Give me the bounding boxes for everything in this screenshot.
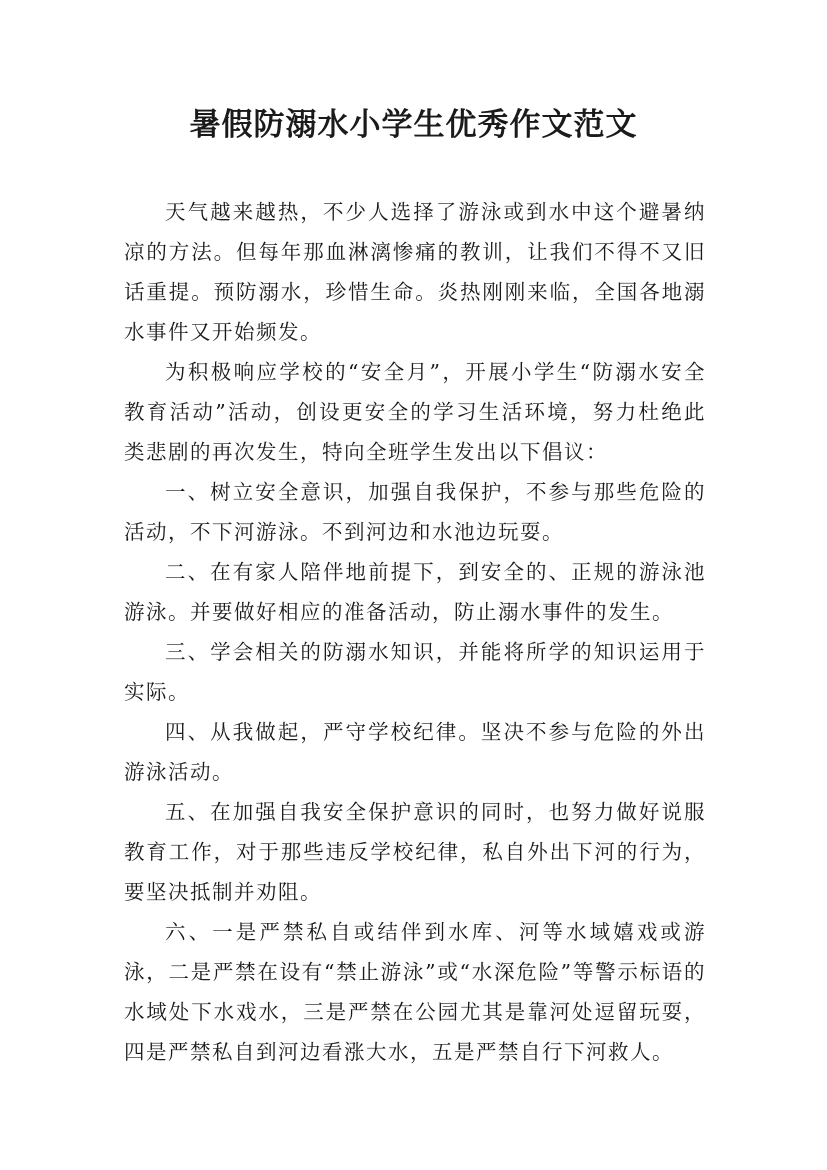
paragraph-initiative: 为积极响应学校的“安全月”，开展小学生“防溺水安全教育活动”活动，创设更安全的学习生活环境，努力杜绝此类悲剧的再次发生，特向全班学生发出以下倡议： bbox=[124, 360, 706, 464]
document-body bbox=[124, 192, 706, 1072]
paragraph-item-1: 一、树立安全意识，加强自我保护，不参与那些危险的活动，不下河游泳。不到河边和水池边玩耍。 bbox=[124, 480, 706, 544]
paragraph-item-4: 四、从我做起，严守学校纪律。坚决不参与危险的外出游泳活动。 bbox=[124, 720, 706, 784]
paragraph-item-5: 五、在加强自我安全保护意识的同时，也努力做好说服教育工作，对于那些违反学校纪律，私自外出下河的行为，要坚决抵制并劝阻。 bbox=[124, 800, 706, 904]
paragraph-intro: 天气越来越热，不少人选择了游泳或到水中这个避暑纳凉的方法。但每年那血淋漓惨痛的教训，让我们不得不又旧话重提。预防溺水，珍惜生命。炎热刚刚来临，全国各地溺水事件又开始频发。 bbox=[124, 200, 706, 344]
paragraph-item-3: 三、学会相关的防溺水知识，并能将所学的知识运用于实际。 bbox=[124, 640, 706, 704]
document-title: 暑假防溺水小学生优秀作文范文 bbox=[189, 107, 638, 143]
paragraph-item-2: 二、在有家人陪伴地前提下，到安全的、正规的游泳池游泳。并要做好相应的准备活动，防止溺水事件的发生。 bbox=[124, 560, 706, 624]
paragraph-item-6: 六、一是严禁私自或结伴到水库、河等水域嬉戏或游泳，二是严禁在设有“禁止游泳”或“水深危险”等警示标语的水域处下水戏水，三是严禁在公园尤其是靠河处逗留玩耍，四是严禁私自到河边看涨大水，五是严禁自行下河救人。 bbox=[124, 920, 706, 1064]
